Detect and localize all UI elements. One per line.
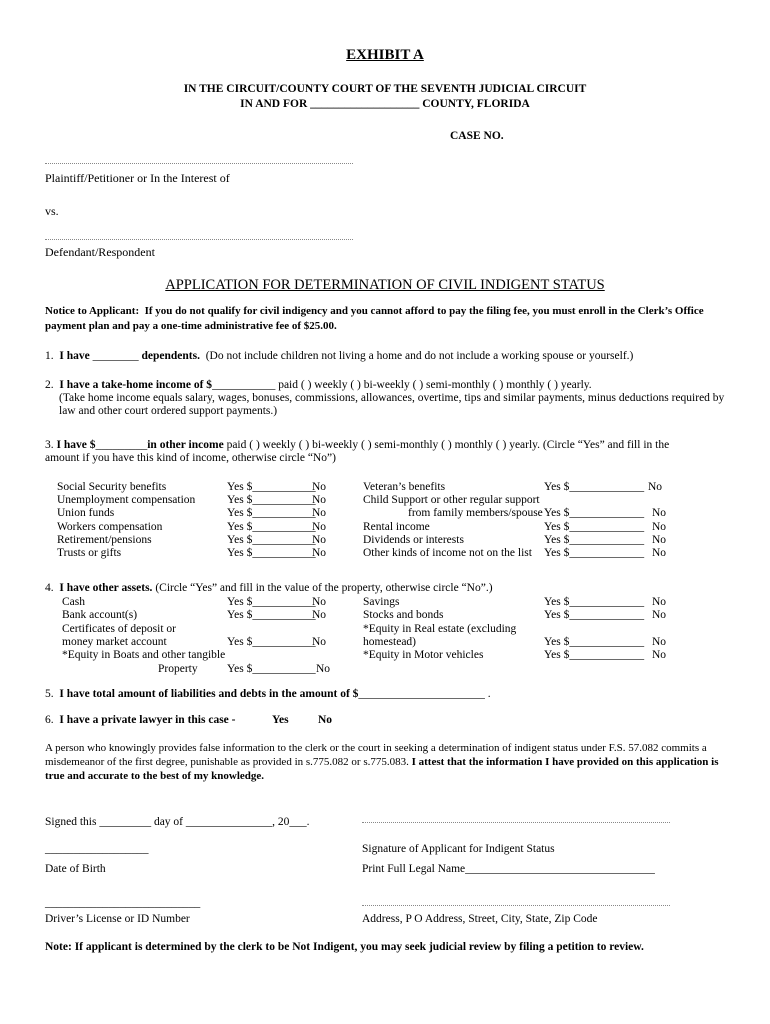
income-row-yes[interactable]: Yes $_____________	[544, 547, 645, 559]
q6-number: 6.	[45, 714, 54, 726]
take-home-income-field[interactable]: ___________	[212, 379, 276, 391]
year-prefix: , 20	[272, 816, 290, 828]
q3-number: 3.	[45, 439, 54, 451]
asset-motor-vehicles: *Equity in Motor vehicles	[363, 649, 484, 661]
income-row-yes[interactable]: Yes $___________	[227, 481, 316, 493]
q5-text: I have total amount of liabilities and debts in the amount of $	[59, 688, 359, 700]
notice	[45, 304, 735, 334]
income-unemployment: Unemployment compensation	[57, 494, 196, 506]
income-row-no[interactable]: No	[312, 481, 327, 493]
attestation	[45, 741, 730, 783]
income-row-yes[interactable]: Yes $___________	[227, 521, 316, 533]
question-2	[45, 379, 592, 391]
q3-text-a: I have $	[56, 439, 96, 451]
defendant-label: Defendant/Respondent	[45, 245, 155, 259]
asset-row-no[interactable]: No	[652, 649, 667, 661]
q3-line-2: amount if you have this kind of income, otherwise circle “No”)	[45, 452, 336, 464]
income-row-no[interactable]: No	[312, 547, 327, 559]
asset-bank-accounts: Bank account(s)	[62, 609, 138, 621]
notice-label: Notice to Applicant:	[45, 305, 140, 317]
asset-row-yes[interactable]: Yes $___________	[227, 596, 316, 608]
asset-row-no[interactable]: No	[652, 609, 667, 621]
q2-pay-frequency[interactable]: paid ( ) weekly ( ) bi-weekly ( ) semi-monthly ( ) monthly ( ) yearly.	[278, 379, 592, 391]
q1-number: 1.	[45, 350, 54, 362]
print-name-field[interactable]: _________________________________	[465, 863, 655, 875]
question-5	[45, 688, 491, 700]
income-row-yes[interactable]: Yes $___________	[227, 547, 316, 559]
income-row-yes[interactable]: Yes $_____________	[544, 534, 645, 546]
court-line-1: IN THE CIRCUIT/COUNTY COURT OF THE SEVENTH JUDICIAL CIRCUIT	[183, 83, 587, 95]
plaintiff-line[interactable]	[45, 163, 353, 164]
q2-number: 2.	[45, 379, 54, 391]
asset-savings: Savings	[363, 596, 400, 608]
income-rental: Rental income	[363, 521, 430, 533]
asset-row-no[interactable]: No	[652, 596, 667, 608]
income-row-no[interactable]: No	[312, 521, 327, 533]
dob-label: Date of Birth	[45, 863, 106, 875]
dependents-field[interactable]: ________	[92, 350, 139, 362]
question-4	[45, 582, 493, 594]
q4-text-a: I have other assets.	[59, 582, 153, 594]
case-number-label: CASE NO.	[450, 130, 504, 142]
asset-certificates: Certificates of deposit or	[62, 623, 177, 635]
address-label: Address, P O Address, Street, City, State, Zip Code	[362, 913, 598, 925]
income-row-yes[interactable]: Yes $_____________	[544, 481, 645, 493]
q2-text-a: I have a take-home income of $	[59, 379, 213, 391]
plaintiff-label: Plaintiff/Petitioner or In the Interest of	[45, 171, 230, 185]
asset-row-yes[interactable]: Yes $___________	[227, 636, 316, 648]
exhibit-title: EXHIBIT A	[346, 47, 424, 63]
dob-field[interactable]: __________________	[45, 843, 149, 855]
q4-text-b: (Circle “Yes” and fill in the value of the property, otherwise circle “No”.)	[155, 582, 493, 594]
income-row-yes[interactable]: Yes $___________	[227, 534, 316, 546]
private-lawyer-no[interactable]: No	[318, 714, 333, 726]
income-union-funds: Union funds	[57, 507, 115, 519]
income-social-security: Social Security benefits	[57, 481, 167, 493]
income-row-no[interactable]: No	[312, 507, 327, 519]
signed-month-field[interactable]: _______________	[185, 816, 273, 828]
q3-pay-frequency[interactable]: paid ( ) weekly ( ) bi-weekly ( ) semi-monthly ( ) monthly ( ) yearly. (Circle “Yes” and fill in the	[226, 439, 670, 451]
print-name-row	[362, 863, 655, 875]
address-line[interactable]	[362, 905, 670, 906]
private-lawyer-yes[interactable]: Yes	[272, 714, 289, 726]
signed-period: .	[306, 816, 310, 828]
income-row-no[interactable]: No	[312, 534, 327, 546]
application-title: APPLICATION FOR DETERMINATION OF CIVIL INDIGENT STATUS	[165, 277, 605, 293]
q2-explanation-1: (Take home income equals salary, wages, bonuses, commissions, allowances, overtime, tips and similar payments, minus deductions required by	[59, 392, 725, 404]
income-row-no[interactable]: No	[652, 521, 667, 533]
q3-text-b: in other income	[147, 439, 224, 451]
asset-row-yes[interactable]: Yes $___________	[227, 609, 316, 621]
asset-real-estate: *Equity in Real estate (excluding	[363, 623, 517, 635]
attestation-statement: I attest that the information I have provided on this application is true and accurate to the best of my knowledge.	[45, 756, 719, 782]
signed-date-line	[45, 816, 310, 828]
day-of-label: day of	[153, 816, 183, 828]
asset-cash: Cash	[62, 596, 85, 608]
q2-explanation-2: law and other court ordered support payments.)	[59, 405, 278, 417]
q5-number: 5.	[45, 688, 54, 700]
signature-label: Signature of Applicant for Indigent Status	[362, 843, 555, 855]
asset-row-no[interactable]: No	[316, 663, 331, 675]
income-row-no[interactable]: No	[652, 547, 667, 559]
asset-row-yes[interactable]: Yes $_____________	[544, 609, 645, 621]
id-number-field[interactable]: ___________________________	[45, 897, 201, 909]
q4-number: 4.	[45, 582, 54, 594]
asset-boats: *Equity in Boats and other tangible	[62, 649, 226, 661]
income-veterans: Veteran’s benefits	[363, 481, 446, 493]
other-income-field[interactable]: _________	[95, 439, 148, 451]
asset-homestead: homestead)	[363, 636, 417, 648]
question-3	[45, 439, 669, 451]
question-6	[45, 714, 235, 726]
attestation-text: A person who knowingly provides false information to the clerk or the court in seeking a determination of indigent status under F.S. 57.082 commits a misdemeanor of the first degree, punishable as provided in s.775.082 or s.775.083.	[45, 742, 707, 768]
asset-row-no[interactable]: No	[312, 609, 327, 621]
court-line-2: IN AND FOR ___________________ COUNTY, FLORIDA	[240, 98, 530, 110]
asset-row-no[interactable]: No	[312, 596, 327, 608]
question-1	[45, 350, 633, 362]
income-trusts: Trusts or gifts	[57, 547, 122, 559]
income-row-yes[interactable]: Yes $_____________	[544, 521, 645, 533]
income-workers-comp: Workers compensation	[57, 521, 163, 533]
defendant-line[interactable]	[45, 239, 353, 240]
asset-row-no[interactable]: No	[312, 636, 327, 648]
print-name-label: Print Full Legal Name	[362, 863, 466, 875]
asset-row-no[interactable]: No	[652, 636, 667, 648]
income-dividends: Dividends or interests	[363, 534, 464, 546]
income-other: Other kinds of income not on the list	[363, 547, 532, 559]
q1-text-b: dependents.	[141, 350, 200, 362]
signed-day-field[interactable]: _________	[99, 816, 152, 828]
asset-row-yes[interactable]: Yes $_____________	[544, 636, 645, 648]
asset-row-yes[interactable]: Yes $___________	[227, 663, 316, 675]
income-row-no[interactable]: No	[652, 507, 667, 519]
asset-row-yes[interactable]: Yes $_____________	[544, 596, 645, 608]
signature-line[interactable]	[362, 822, 670, 823]
notice-text: If you do not qualify for civil indigency and you cannot afford to pay the filing fee, you must enroll in the Clerk’s Office payment plan and pay a one-time administrative fee of $25.00.	[45, 305, 704, 332]
income-row-no[interactable]: No	[648, 481, 663, 493]
q6-text: I have a private lawyer in this case -	[59, 714, 236, 726]
id-number-label: Driver’s License or ID Number	[45, 913, 190, 925]
income-child-support: Child Support or other regular support	[363, 494, 540, 506]
signed-year-field[interactable]: ___	[289, 816, 307, 828]
versus-label: vs.	[45, 204, 59, 218]
asset-row-yes[interactable]: Yes $_____________	[544, 649, 645, 661]
income-row-yes[interactable]: Yes $___________	[227, 494, 316, 506]
asset-stocks: Stocks and bonds	[363, 609, 444, 621]
q1-text-c: (Do not include children not living a home and do not include a working spouse or yourself.)	[205, 350, 634, 362]
asset-property: Property	[158, 663, 198, 675]
signed-this-label: Signed this	[45, 816, 97, 828]
income-row-no[interactable]: No	[312, 494, 327, 506]
asset-money-market: money market account	[62, 636, 167, 648]
income-retirement: Retirement/pensions	[57, 534, 152, 546]
footer-note: Note: If applicant is determined by the clerk to be Not Indigent, you may seek judicial review by filing a petition to review.	[45, 941, 644, 953]
liabilities-field[interactable]: ______________________	[358, 688, 485, 700]
q1-text-a: I have	[59, 350, 90, 362]
income-row-yes[interactable]: Yes $_____________	[544, 507, 645, 519]
q5-end: .	[487, 688, 491, 700]
income-row-no[interactable]: No	[652, 534, 667, 546]
income-family-support: from family members/spouse	[408, 507, 543, 519]
income-row-yes[interactable]: Yes $___________	[227, 507, 316, 519]
